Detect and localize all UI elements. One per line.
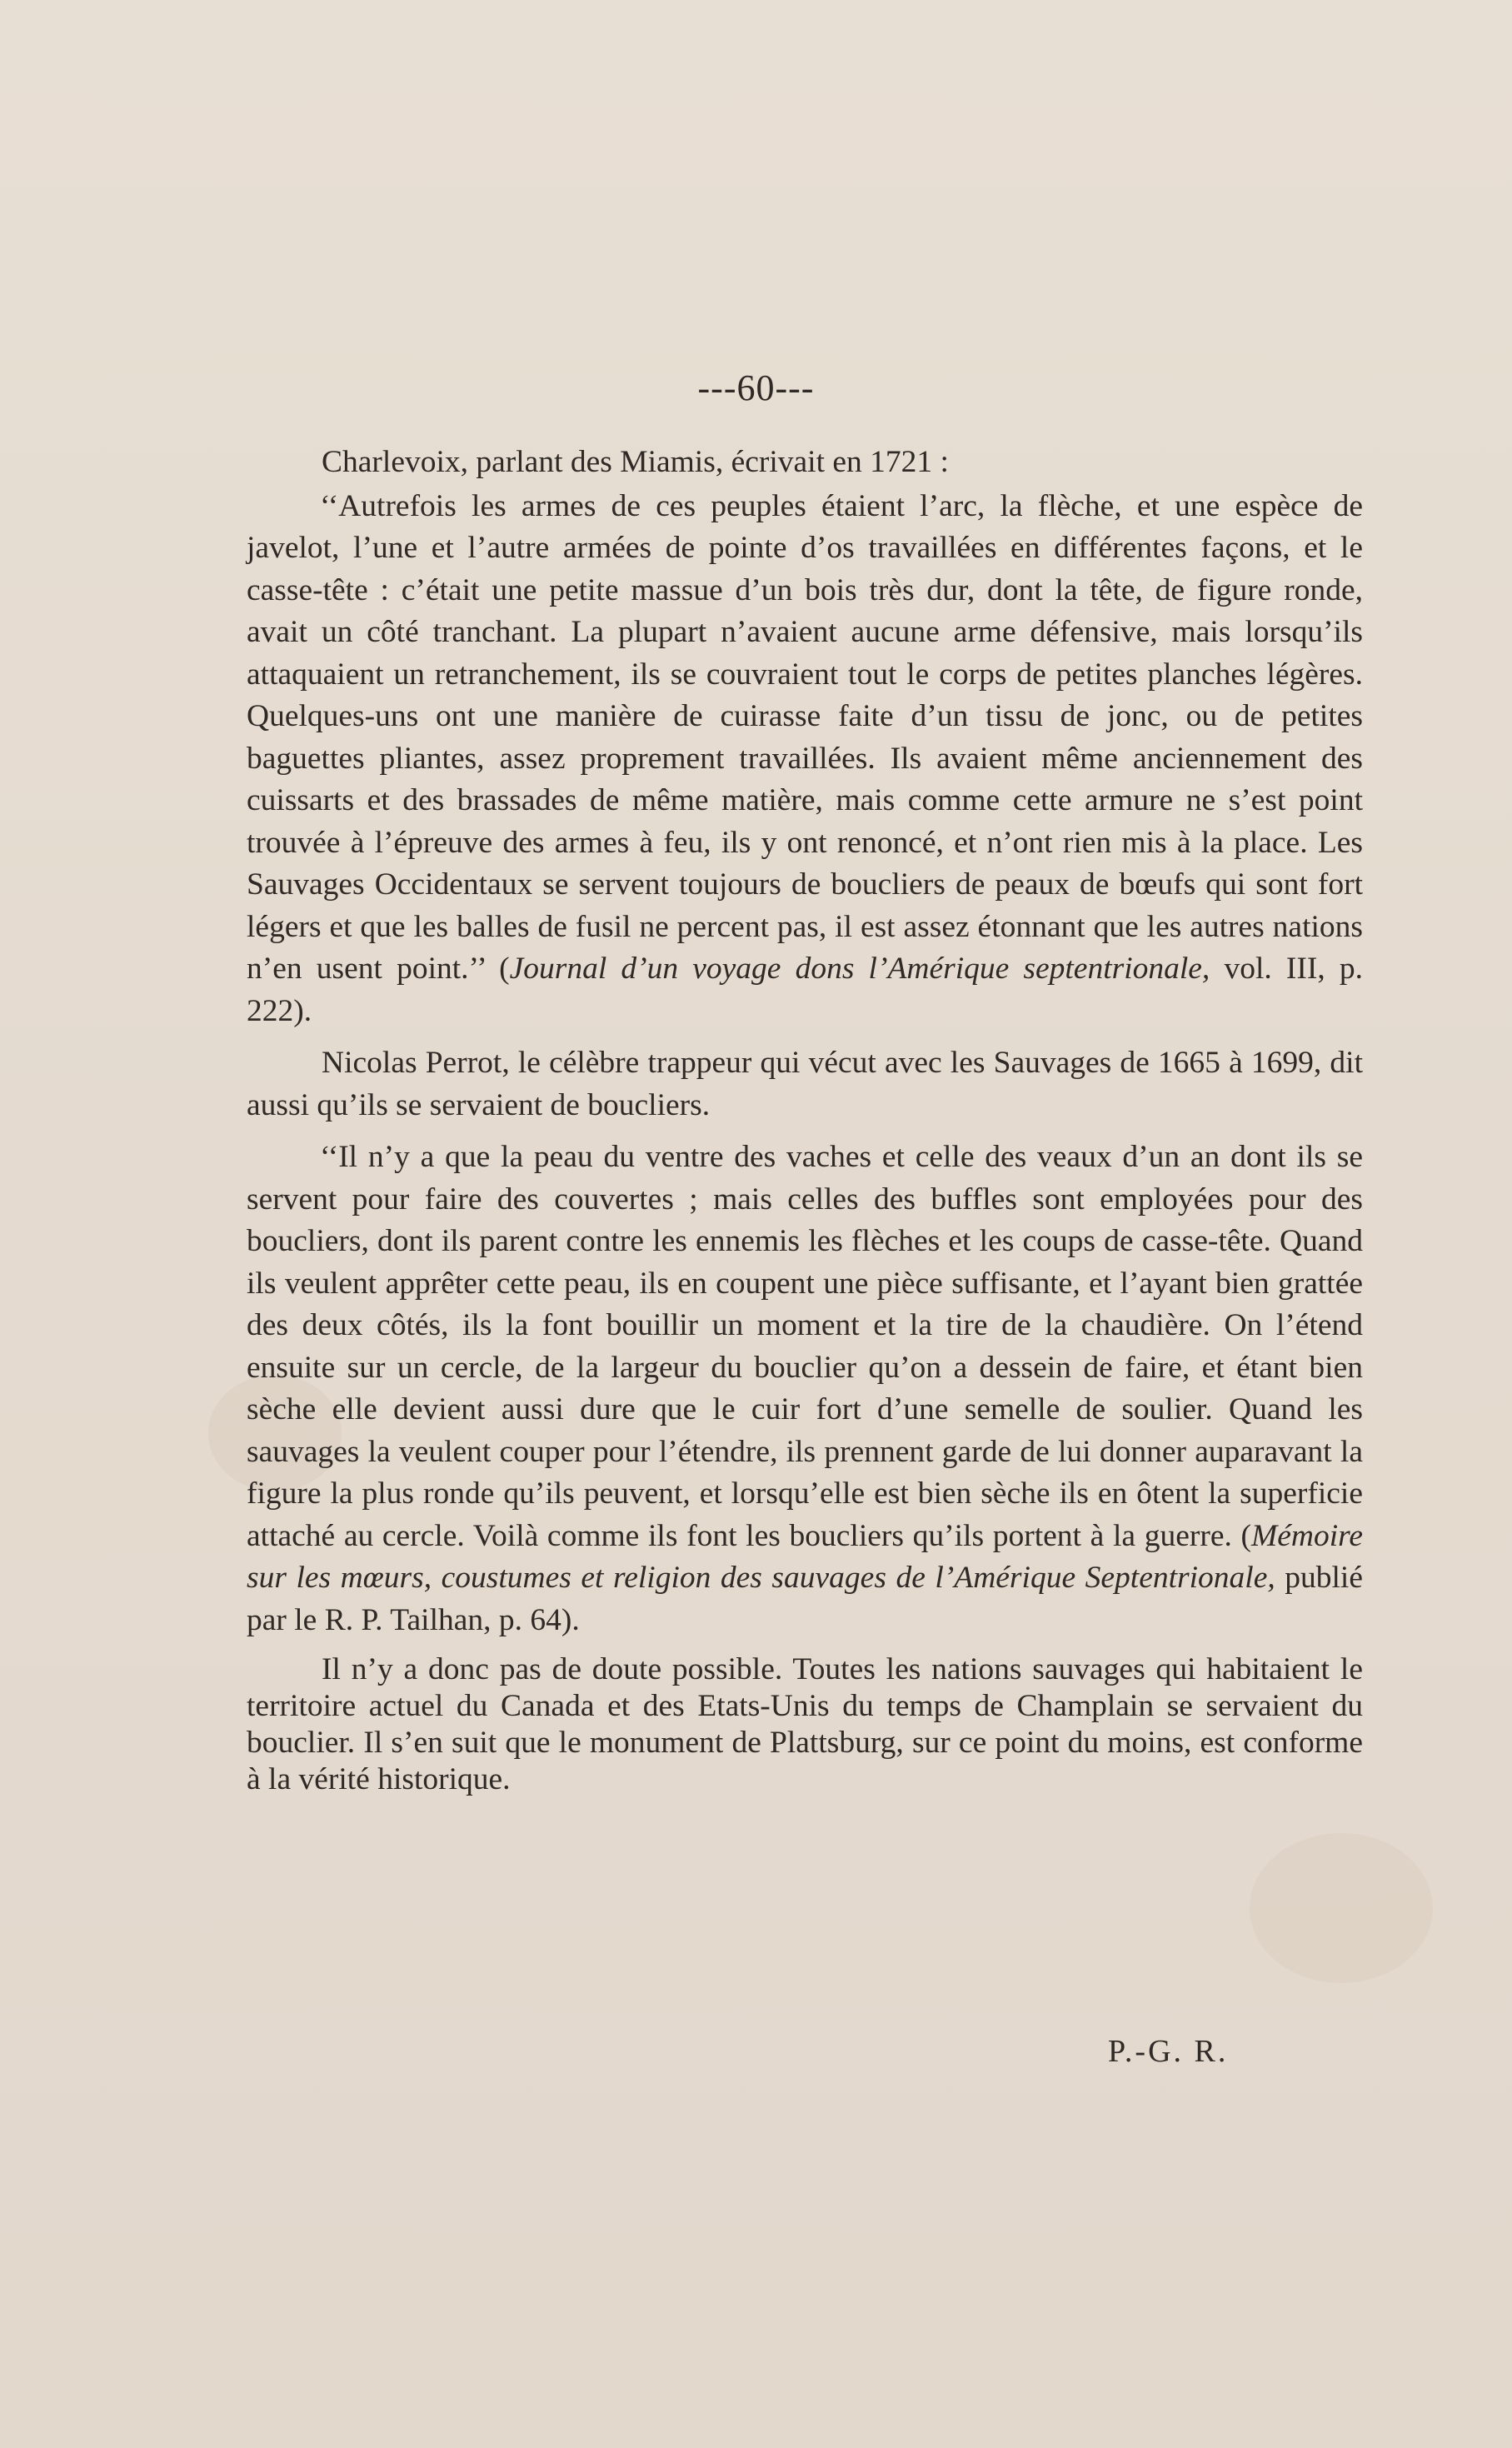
paper-stain	[1250, 1833, 1433, 1983]
page-number: ---60---	[697, 367, 815, 408]
quote-citation-ref: publié par le R. P. Tailhan, p. 64).	[247, 1561, 1363, 1637]
quote-citation-title: Journal d’un voyage dons l’Amérique septentrionale,	[509, 952, 1210, 986]
paragraph-charlevoix-quote	[247, 486, 1363, 1033]
quote-citation-ref: vol. III, p. 222).	[247, 952, 1363, 1028]
author-signature: P.-G. R.	[1108, 2034, 1229, 2069]
paragraph-perrot: Nicolas Perrot, le célèbre trappeur qui vécut avec les Sauvages de 1665 à 1699, dit aussi qu’ils se servaient de boucliers.	[247, 1046, 1363, 1122]
paragraph-conclusion: Il n’y a donc pas de doute possible. Toutes les nations sauvages qui habitaient le territoire actuel du Canada et des Etats-Unis du temps de Champlain se servaient du bouclier. Il s’en suit que le monument de Plattsburg, sur ce point du moins, est conforme à la vérité historique.	[247, 1652, 1363, 1796]
paragraph-intro: Charlevoix, parlant des Miamis, écrivait en 1721 :	[322, 445, 949, 479]
quote-citation-title: Mémoire sur les mœurs, coustumes et religion des sauvages de l’Amérique Septentrionale,	[247, 1518, 1363, 1595]
paragraph-perrot-quote	[247, 1137, 1363, 1641]
quote-text: ‘‘Il n’y a que la peau du ventre des vaches et celle des veaux d’un an dont ils se servent pour faire des couvertes ; mais celles des buffles sont employées pour des boucliers, dont ils parent contre les ennemis les flèches et les coups de casse-tête. Quand ils veulent apprêter cette peau, ils en coupent une pièce suffisante, et l’ayant bien grattée des deux côtés, ils la font bouillir un moment et la tire de la chaudière. On l’étend ensuite sur un cercle, de la largeur du bouclier qu’on a dessein de faire, et étant bien sèche elle devient aussi dure que le cuir fort d’une semelle de soulier. Quand les sauvages la veulent couper pour l’étendre, ils prennent garde de lui donner auparavant la figure la plus ronde qu’ils peuvent, et lorsqu’elle est bien sèche ils en ôtent la superficie attaché au cercle. Voilà comme ils font les boucliers qu’ils portent à la guerre. (	[247, 1140, 1363, 1553]
quote-text: ‘‘Autrefois les armes de ces peuples étaient l’arc, la flèche, et une espèce de javelot, l’une et l’autre armées de pointe d’os travaillées en différentes façons, et le casse-tête : c’était une petite massue d’un bois très dur, dont la tête, de figure ronde, avait un côté tranchant. La plupart n’avaient aucune arme défensive, mais lorsqu’ils attaquaient un retranchement, ils se couvraient tout le corps de petites planches légères. Quelques-uns ont une manière de cuirasse faite d’un tissu de jonc, ou de petites baguettes pliantes, assez proprement travaillées. Ils avaient même anciennement des cuissarts et des brassades de même matière, mais comme cette armure ne s’est point trouvée à l’épreuve des armes à feu, ils y ont renoncé, et n’ont rien mis à la place. Les Sauvages Occidentaux se servent toujours de boucliers de peaux de bœufs qui sont fort légers et que les balles de fusil ne percent pas, il est assez étonnant que les autres nations n’en usent point.’’ (	[247, 488, 1363, 986]
body-text	[247, 442, 1363, 1798]
